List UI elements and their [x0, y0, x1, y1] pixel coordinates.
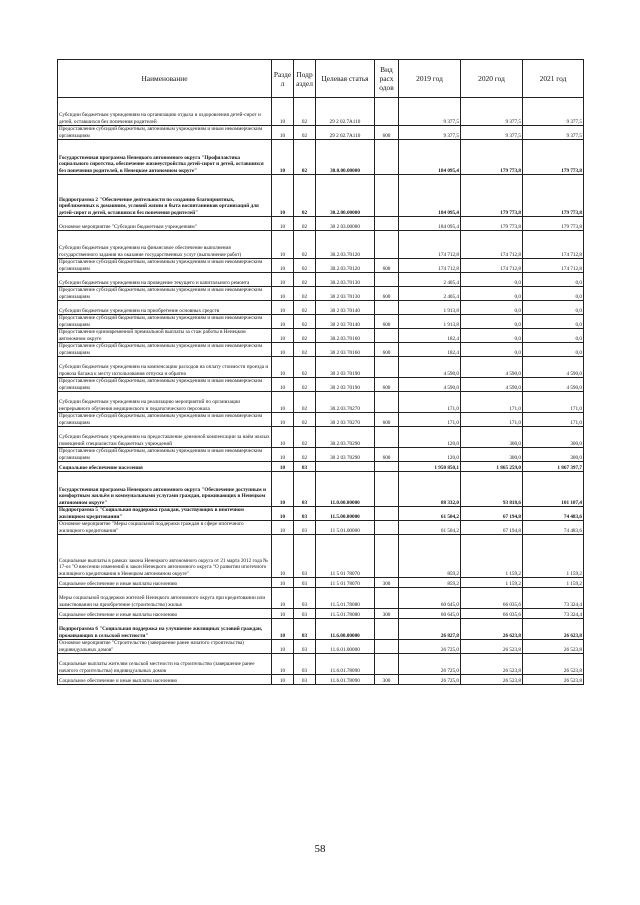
cell-2020: 1 159,2: [461, 535, 523, 578]
cell-2021: 74 483,6: [523, 521, 584, 535]
cell-vid: [375, 507, 399, 521]
cell-vid: [375, 640, 399, 654]
cell-podrazdel: 03: [294, 675, 316, 685]
cell-2021: 1 867 397,7: [523, 462, 584, 472]
table-row: [58, 675, 584, 685]
cell-vid: [375, 273, 399, 287]
cell-2021: 179 773,8: [523, 217, 584, 231]
cell-2020: 67 194,8: [461, 521, 523, 535]
cell-target: 30 2 03 70290: [316, 448, 375, 462]
cell-2021: 1 159,2: [523, 578, 584, 588]
cell-target: 11 5 01 78070: [316, 578, 375, 588]
cell-target: 11.5.01.78080: [316, 609, 375, 619]
table-row: [58, 619, 584, 640]
cell-razdel: 10: [272, 357, 294, 378]
cell-razdel: 10: [272, 578, 294, 588]
cell-target: 29 2 02.7А110: [316, 126, 375, 140]
cell-vid: 600: [375, 413, 399, 427]
cell-target: 30 2 03 70270: [316, 413, 375, 427]
cell-name: Социальное обеспечение и иные выплаты населению: [58, 609, 272, 619]
table-row: [58, 140, 584, 175]
cell-podrazdel: 02: [294, 231, 316, 259]
cell-target: 30.2.03.70120: [316, 231, 375, 259]
cell-razdel: 10: [272, 287, 294, 301]
cell-vid: 600: [375, 448, 399, 462]
cell-name: Подпрограмма 6 "Социальная поддержка на улучшение жилищных условий граждан, проживающих в сельской местности": [58, 619, 272, 640]
cell-target: 30.2.00.00000: [316, 175, 375, 217]
cell-2020: 93 818,6: [461, 472, 523, 507]
cell-name: Предоставление субсидий бюджетным, автономным учреждениям и иным некоммерческим организациям: [58, 315, 272, 329]
cell-name: Субсидии бюджетным учреждениям на предоставление денежной компенсации за наём жилых помещений специалистам бюджетных учреждений: [58, 427, 272, 448]
cell-name: Субсидии бюджетным учреждениям на компенсацию расходов на оплату стоимости проезда и провоза багажа к месту использования отпуска и обратно: [58, 357, 272, 378]
header-name: Наименование: [58, 60, 272, 98]
cell-2021: 0,0: [523, 329, 584, 343]
cell-podrazdel: 02: [294, 287, 316, 301]
cell-2019: 174 712,8: [399, 259, 461, 273]
cell-vid: 600: [375, 343, 399, 357]
cell-vid: [375, 301, 399, 315]
cell-2020: 9 377,5: [461, 98, 523, 126]
cell-podrazdel: 02: [294, 427, 316, 448]
cell-target: 11.0.00.00000: [316, 472, 375, 507]
cell-name: Государственная программа Ненецкого автономного округа "Профилактика социального сиротства, обеспечение жизнеустройства детей-сирот и детей, оставшихся без попечения родителей, в Ненецком автономном округе": [58, 140, 272, 175]
cell-name: Социальное обеспечение и иные выплаты населению: [58, 675, 272, 685]
cell-2019: 26 725,0: [399, 654, 461, 675]
cell-target: 30.2.03.70130: [316, 273, 375, 287]
cell-2019: 184 095,4: [399, 217, 461, 231]
cell-razdel: 10: [272, 231, 294, 259]
cell-name: Предоставление субсидий бюджетным, автономным учреждениям и иным некоммерческим организациям: [58, 413, 272, 427]
cell-2020: 66 035,6: [461, 609, 523, 619]
header-2020: 2020 год: [461, 60, 523, 98]
table-row: [58, 315, 584, 329]
cell-2020: 174 712,8: [461, 259, 523, 273]
cell-podrazdel: 02: [294, 175, 316, 217]
cell-2019: 60 645,0: [399, 609, 461, 619]
cell-name: Меры социальной поддержки жителей Ненецкого автономного округа при кредитовании или заимствовании на приобретение (строительство) жилья: [58, 588, 272, 609]
cell-razdel: 10: [272, 378, 294, 392]
cell-vid: [375, 175, 399, 217]
budget-table: [57, 59, 584, 685]
cell-razdel: 10: [272, 619, 294, 640]
cell-razdel: 10: [272, 175, 294, 217]
cell-podrazdel: 03: [294, 609, 316, 619]
cell-razdel: 10: [272, 301, 294, 315]
cell-vid: 600: [375, 315, 399, 329]
cell-2021: 300,0: [523, 427, 584, 448]
cell-name: Подпрограмма 2 "Обеспечение деятельности по созданию благоприятных, приближенных к домашним, условий жизни и быта воспитанников организаций для детей-сирот и детей, оставшихся без попечения родителей": [58, 175, 272, 217]
cell-podrazdel: 02: [294, 273, 316, 287]
table-row: [58, 329, 584, 343]
cell-podrazdel: 02: [294, 126, 316, 140]
cell-2019: 1 913,8: [399, 315, 461, 329]
cell-2021: 4 590,0: [523, 378, 584, 392]
cell-vid: [375, 472, 399, 507]
cell-2021: 26 523,8: [523, 675, 584, 685]
cell-name: Субсидии бюджетным учреждениям на финансовое обеспечение выполнения государственного задания на оказание государственных услуг (выполнение работ): [58, 231, 272, 259]
cell-target: 30.2.03.70290: [316, 427, 375, 448]
cell-2019: 60 645,0: [399, 588, 461, 609]
cell-target: 30 2 03 70160: [316, 343, 375, 357]
cell-2019: 182,4: [399, 343, 461, 357]
cell-2019: 9 377,5: [399, 126, 461, 140]
cell-razdel: 10: [272, 140, 294, 175]
header-podrazdel: Подр аздел: [294, 60, 316, 98]
table-row: [58, 640, 584, 654]
cell-podrazdel: 03: [294, 507, 316, 521]
cell-razdel: 10: [272, 329, 294, 343]
cell-podrazdel: 02: [294, 329, 316, 343]
table-row: [58, 535, 584, 578]
cell-2020: 66 035,6: [461, 588, 523, 609]
cell-2019: 184 095,4: [399, 140, 461, 175]
cell-2019: 26 725,0: [399, 640, 461, 654]
cell-2020: 26 523,8: [461, 654, 523, 675]
cell-podrazdel: 02: [294, 343, 316, 357]
table-row: [58, 507, 584, 521]
cell-razdel: 10: [272, 654, 294, 675]
cell-target: 30 2 03 70140: [316, 301, 375, 315]
cell-vid: 600: [375, 259, 399, 273]
cell-target: 30 2 03.00000: [316, 217, 375, 231]
cell-2019: 4 590,0: [399, 378, 461, 392]
cell-vid: [375, 231, 399, 259]
cell-vid: 300: [375, 578, 399, 588]
table-row: [58, 462, 584, 472]
cell-podrazdel: 03: [294, 472, 316, 507]
cell-2019: 120,0: [399, 427, 461, 448]
cell-name: Предоставление субсидий бюджетным, автономным учреждениям и иным некоммерческим организациям: [58, 378, 272, 392]
cell-2019: 2 405,4: [399, 287, 461, 301]
cell-name: Основное мероприятие "Меры социальной поддержки граждан в сфере ипотечного жилищного кредитования": [58, 521, 272, 535]
cell-2021: 1 159,2: [523, 535, 584, 578]
cell-vid: [375, 427, 399, 448]
header-2021: 2021 год: [523, 60, 584, 98]
table-row: [58, 588, 584, 609]
cell-2021: 73 324,4: [523, 609, 584, 619]
cell-2019: 859,2: [399, 578, 461, 588]
table-row: [58, 217, 584, 231]
cell-2020: 0,0: [461, 273, 523, 287]
cell-name: Предоставление субсидий бюджетным, автономным учреждениям и иным некоммерческим организациям: [58, 259, 272, 273]
cell-vid: [375, 392, 399, 413]
cell-razdel: 10: [272, 217, 294, 231]
cell-razdel: 10: [272, 273, 294, 287]
cell-2020: 0,0: [461, 329, 523, 343]
table-row: [58, 259, 584, 273]
cell-vid: [375, 140, 399, 175]
cell-2021: 73 324,4: [523, 588, 584, 609]
table-row: [58, 126, 584, 140]
cell-razdel: 10: [272, 392, 294, 413]
cell-podrazdel: 02: [294, 259, 316, 273]
cell-podrazdel: 02: [294, 217, 316, 231]
cell-2020: 179 773,8: [461, 175, 523, 217]
cell-podrazdel: 03: [294, 640, 316, 654]
cell-2020: 26 523,8: [461, 675, 523, 685]
cell-2020: 0,0: [461, 301, 523, 315]
cell-2021: 0,0: [523, 343, 584, 357]
cell-2019: 9 377,5: [399, 98, 461, 126]
header-target: Целевая статья: [316, 60, 375, 98]
cell-target: 11.5.00.00000: [316, 507, 375, 521]
cell-2021: 0,0: [523, 301, 584, 315]
cell-2021: 0,0: [523, 315, 584, 329]
cell-2021: 74 483,6: [523, 507, 584, 521]
cell-target: 11.6.01.78090: [316, 654, 375, 675]
cell-podrazdel: 02: [294, 448, 316, 462]
cell-razdel: 10: [272, 640, 294, 654]
cell-name: Социальные выплаты в рамках закона Ненецкого автономного округа от 21 марта 2012 года № 17-оз "О внесении изменений в закон Ненецкого автономного округа "О развитии ипотечного жилищного кредитования в Ненецком автономном округе": [58, 535, 272, 578]
cell-podrazdel: 03: [294, 535, 316, 578]
table-row: [58, 343, 584, 357]
cell-2020: 171,0: [461, 392, 523, 413]
cell-razdel: 10: [272, 507, 294, 521]
cell-target: 11 5.01.00000: [316, 521, 375, 535]
cell-target: [316, 462, 375, 472]
cell-2020: 26 623,8: [461, 619, 523, 640]
cell-2019: 4 590,0: [399, 357, 461, 378]
cell-name: Субсидии бюджетным учреждениям на проведение текущего и капитального ремонта: [58, 273, 272, 287]
cell-2019: 1 950 850,1: [399, 462, 461, 472]
cell-vid: [375, 654, 399, 675]
table-row: [58, 521, 584, 535]
cell-razdel: 10: [272, 675, 294, 685]
cell-target: 11.5.01.78080: [316, 588, 375, 609]
cell-vid: 600: [375, 378, 399, 392]
cell-2019: 171,0: [399, 413, 461, 427]
cell-2021: 26 523,8: [523, 654, 584, 675]
cell-vid: [375, 619, 399, 640]
table-row: [58, 273, 584, 287]
cell-2019: 171,0: [399, 392, 461, 413]
cell-target: 30.0.00.00000: [316, 140, 375, 175]
cell-2019: 2 405,4: [399, 273, 461, 287]
cell-2021: 9 377,5: [523, 98, 584, 126]
table-row: [58, 448, 584, 462]
cell-podrazdel: 03: [294, 588, 316, 609]
cell-target: 30 2 03 70190: [316, 357, 375, 378]
table-row: [58, 98, 584, 126]
budget-document: [57, 59, 583, 685]
cell-razdel: 10: [272, 126, 294, 140]
header-razdel: Разде л: [272, 60, 294, 98]
cell-2020: 174 712,8: [461, 231, 523, 259]
cell-2020: 179 773,8: [461, 217, 523, 231]
cell-2021: 0,0: [523, 273, 584, 287]
cell-target: 30.2.03.70160: [316, 329, 375, 343]
cell-name: Социальные выплаты жителям сельской местности на строительство (завершение ранее начатого строительства) индивидуальных домов: [58, 654, 272, 675]
table-row: [58, 231, 584, 259]
table-row: [58, 287, 584, 301]
cell-vid: [375, 588, 399, 609]
cell-2021: 4 590,0: [523, 357, 584, 378]
cell-name: Субсидии бюджетным учреждениям на приобретение основных средств: [58, 301, 272, 315]
cell-razdel: 10: [272, 343, 294, 357]
table-row: [58, 472, 584, 507]
cell-podrazdel: 03: [294, 619, 316, 640]
cell-2021: 171,0: [523, 413, 584, 427]
cell-2021: 300,0: [523, 448, 584, 462]
table-row: [58, 301, 584, 315]
table-header: [58, 60, 584, 98]
cell-razdel: 10: [272, 448, 294, 462]
cell-2021: 179 773,8: [523, 140, 584, 175]
cell-2020: 26 523,8: [461, 640, 523, 654]
cell-vid: [375, 521, 399, 535]
cell-2021: 26 623,8: [523, 619, 584, 640]
cell-2020: 9 377,5: [461, 126, 523, 140]
cell-name: Социальное обеспечение и иные выплаты населению: [58, 578, 272, 588]
table-row: [58, 609, 584, 619]
cell-2020: 171,0: [461, 413, 523, 427]
table-row: [58, 392, 584, 413]
cell-podrazdel: 02: [294, 315, 316, 329]
cell-2020: 300,0: [461, 448, 523, 462]
table-row: [58, 654, 584, 675]
cell-2019: 184 095,4: [399, 175, 461, 217]
table-body: [58, 98, 584, 685]
cell-target: 11.6.01.78090: [316, 675, 375, 685]
table-row: [58, 175, 584, 217]
cell-2020: 1 159,2: [461, 578, 523, 588]
cell-podrazdel: 02: [294, 392, 316, 413]
cell-name: Субсидии бюджетным учреждениям на реализацию мероприятий по организации непрерывного обучения медицинского и педагогического персонала: [58, 392, 272, 413]
cell-2020: 4 590,0: [461, 357, 523, 378]
cell-2021: 0,0: [523, 287, 584, 301]
cell-podrazdel: 02: [294, 378, 316, 392]
cell-razdel: 10: [272, 259, 294, 273]
cell-2019: 88 332,0: [399, 472, 461, 507]
cell-2020: 67 194,8: [461, 507, 523, 521]
cell-razdel: 10: [272, 427, 294, 448]
cell-vid: [375, 535, 399, 578]
cell-vid: 300: [375, 609, 399, 619]
cell-vid: [375, 357, 399, 378]
cell-name: Предоставление субсидий бюджетным, автономным учреждениям и иным некоммерческим организациям: [58, 126, 272, 140]
cell-target: 30.2.03.70270: [316, 392, 375, 413]
cell-podrazdel: 02: [294, 98, 316, 126]
cell-2020: 0,0: [461, 315, 523, 329]
cell-2019: 859,2: [399, 535, 461, 578]
cell-razdel: 10: [272, 472, 294, 507]
cell-vid: [375, 217, 399, 231]
header-2019: 2019 год: [399, 60, 461, 98]
cell-2020: 4 590,0: [461, 378, 523, 392]
table-row: [58, 427, 584, 448]
cell-target: 30.2.03.70120: [316, 259, 375, 273]
cell-target: 30 2 03 70190: [316, 378, 375, 392]
cell-2021: 174 712,8: [523, 259, 584, 273]
cell-podrazdel: 02: [294, 357, 316, 378]
cell-2020: 300,0: [461, 427, 523, 448]
cell-razdel: 10: [272, 413, 294, 427]
cell-vid: 300: [375, 675, 399, 685]
cell-2021: 26 523,8: [523, 640, 584, 654]
cell-razdel: 10: [272, 535, 294, 578]
cell-2019: 26 827,8: [399, 619, 461, 640]
cell-2021: 179 773,8: [523, 175, 584, 217]
cell-2020: 0,0: [461, 287, 523, 301]
cell-name: Предоставление субсидий бюджетным, автономным учреждениям и иным некоммерческим организациям: [58, 287, 272, 301]
cell-target: 11.6.00.00000: [316, 619, 375, 640]
cell-name: Предоставление единовременной премиальной выплаты за стаж работы в Ненецком автономном округе: [58, 329, 272, 343]
cell-2020: 1 865 259,0: [461, 462, 523, 472]
cell-2021: 101 107,4: [523, 472, 584, 507]
cell-razdel: 10: [272, 521, 294, 535]
page-number: 58: [314, 843, 326, 855]
table-row: [58, 357, 584, 378]
cell-vid: 600: [375, 287, 399, 301]
cell-name: Предоставление субсидий бюджетным, автономным учреждениям и иным некоммерческим организациям: [58, 343, 272, 357]
cell-name: Предоставление субсидий бюджетным, автономным учреждениям и иным некоммерческим организациям: [58, 448, 272, 462]
cell-name: Основное мероприятие "Строительство (завершение ранее начатого строительства) индивидуальных домов": [58, 640, 272, 654]
cell-target: 11 5 01 78070: [316, 535, 375, 578]
cell-2019: 182,4: [399, 329, 461, 343]
table-row: [58, 413, 584, 427]
cell-razdel: 10: [272, 98, 294, 126]
cell-2019: 174 712,8: [399, 231, 461, 259]
cell-podrazdel: 02: [294, 140, 316, 175]
cell-2019: 61 504,2: [399, 521, 461, 535]
cell-razdel: 10: [272, 462, 294, 472]
cell-podrazdel: 02: [294, 413, 316, 427]
cell-vid: [375, 462, 399, 472]
cell-podrazdel: 03: [294, 654, 316, 675]
cell-name: Подпрограмма 5 "Социальная поддержка граждан, участвующих в ипотечном жилищном кредитовании": [58, 507, 272, 521]
cell-razdel: 10: [272, 609, 294, 619]
cell-name: Субсидии бюджетным учреждениям на организацию отдыха и оздоровления детей-сирот и детей, оставшихся без попечения родителей: [58, 98, 272, 126]
cell-podrazdel: 03: [294, 578, 316, 588]
cell-2021: 9 377,5: [523, 126, 584, 140]
cell-2019: 61 504,2: [399, 507, 461, 521]
cell-target: 30 2 03 70140: [316, 315, 375, 329]
cell-podrazdel: 02: [294, 301, 316, 315]
cell-vid: [375, 329, 399, 343]
cell-2019: 1 913,8: [399, 301, 461, 315]
header-vid: Вид расх одов: [375, 60, 399, 98]
cell-target: 30 2 03 70130: [316, 287, 375, 301]
cell-2020: 179 773,8: [461, 140, 523, 175]
cell-vid: [375, 98, 399, 126]
cell-razdel: 10: [272, 588, 294, 609]
cell-name: Социальное обеспечение населения: [58, 462, 272, 472]
cell-2020: 0,0: [461, 343, 523, 357]
table-row: [58, 578, 584, 588]
cell-razdel: 10: [272, 315, 294, 329]
cell-name: Основное мероприятие "Субсидии бюджетным учреждениям": [58, 217, 272, 231]
cell-name: Государственная программа Ненецкого автономного округа "Обеспечение доступным и комфортным жильём и коммунальными услугами граждан, проживающих в Ненецком автономном округе": [58, 472, 272, 507]
cell-2021: 171,0: [523, 392, 584, 413]
cell-2021: 174 712,8: [523, 231, 584, 259]
cell-2019: 26 725,0: [399, 675, 461, 685]
cell-podrazdel: 03: [294, 462, 316, 472]
cell-podrazdel: 03: [294, 521, 316, 535]
cell-vid: 600: [375, 126, 399, 140]
cell-target: 29 2 02.7А110: [316, 98, 375, 126]
cell-2019: 120,0: [399, 448, 461, 462]
table-row: [58, 378, 584, 392]
cell-target: 11.6.01.00000: [316, 640, 375, 654]
